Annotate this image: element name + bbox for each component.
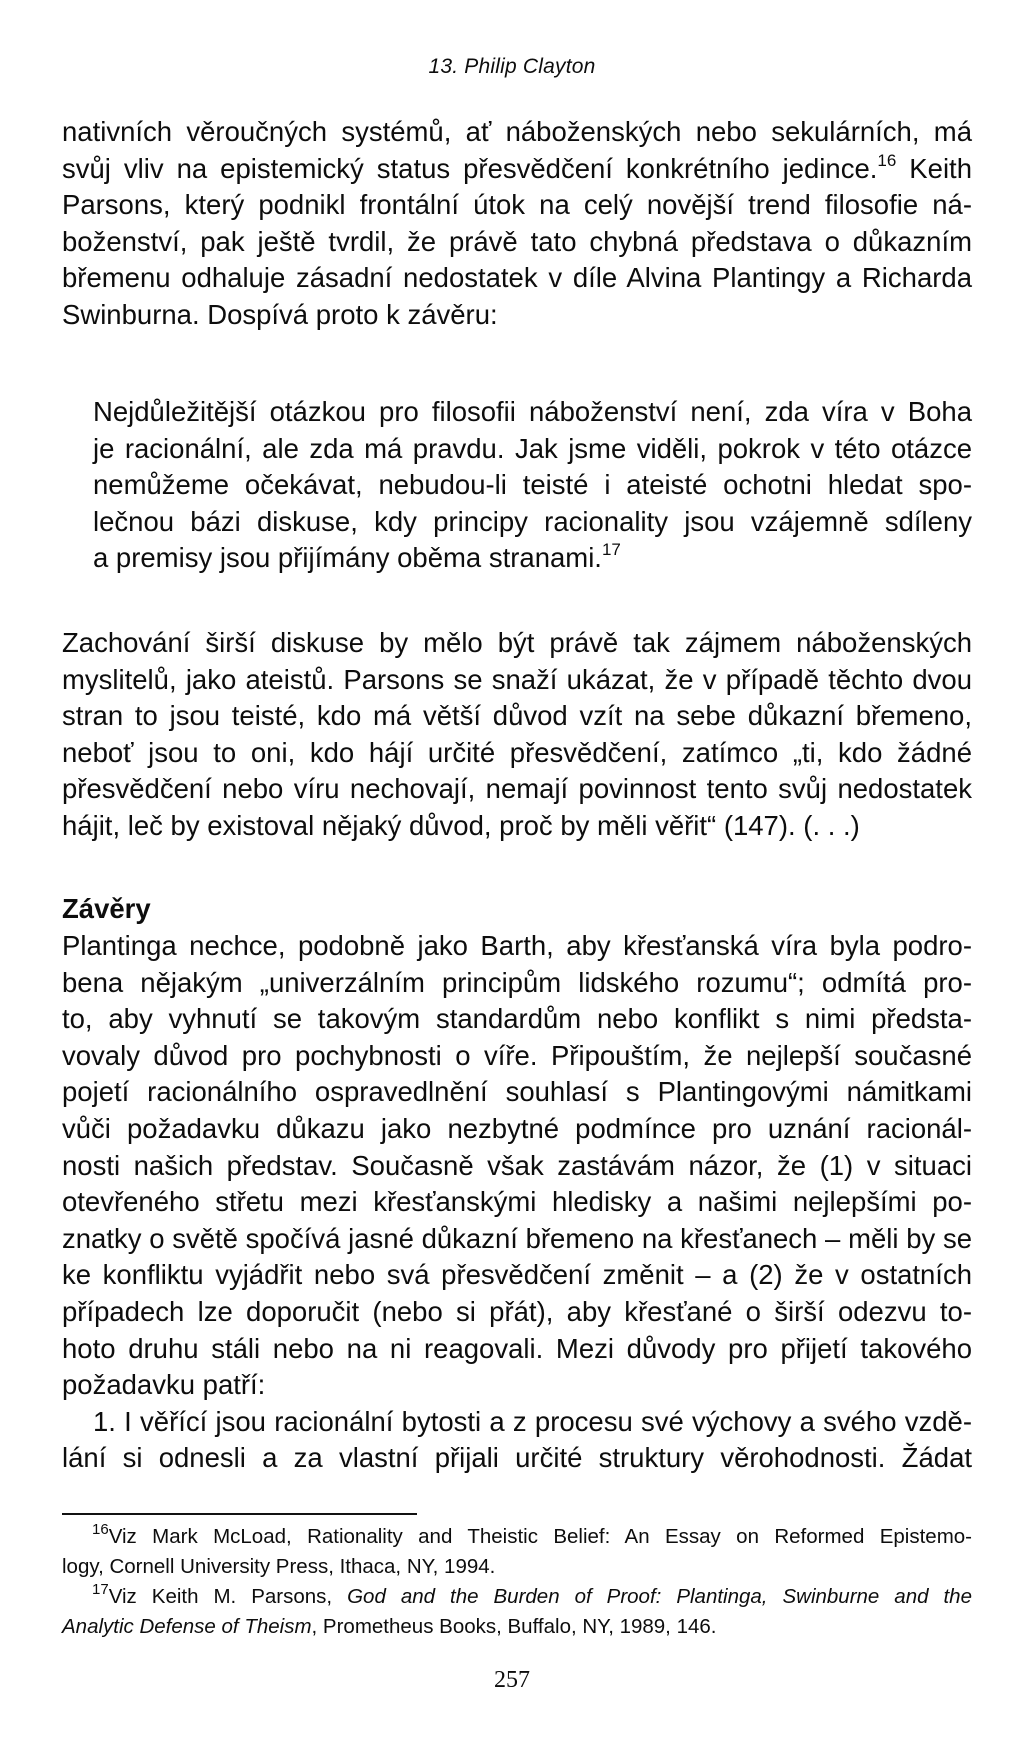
section-heading: Závěry (62, 893, 151, 924)
page-number: 257 (494, 1667, 530, 1693)
footnote-divider (62, 1513, 417, 1515)
text-line: nativních věroučných systémů, ať náboženských nebo sekulárních, má (62, 116, 972, 147)
text-line: otevřeného střetu mezi křesťanskými hledisky a našimi nejlepšími po- (62, 1186, 972, 1218)
footnote-17-line (62, 1582, 972, 1612)
text-line: vůči požadavku důkazu jako nezbytné podmínce pro uznání racionál- (62, 1112, 972, 1144)
footnote-number: 17 (92, 1581, 109, 1598)
text-line: případech lze doporučit (nebo si přát), aby křesťané o širší odezvu to- (62, 1295, 972, 1327)
paragraph-intro (62, 114, 972, 334)
text-span: a premisy jsou přijímány oběma stranami. (93, 542, 602, 574)
text-line: Plantinga nechce, podobně jako Barth, aby křesťanská víra byla podro- (62, 930, 972, 961)
text-line: vovaly důvod pro pochybnosti o víře. Připouštím, že nejlepší současné (62, 1039, 972, 1071)
text-line: Zachování širší diskuse by mělo být právě tak zájmem náboženských (62, 627, 972, 658)
footnotes (62, 1522, 972, 1642)
text-span: , Prometheus Books, Buffalo, NY, 1989, 146. (311, 1615, 717, 1638)
block-quote (93, 394, 972, 577)
text-span: Viz Mark McLoad, Rationality and Theistic Belief: An Essay on Reformed Epistemo- (108, 1525, 972, 1548)
list-item-line: lání si odnesli a za vlastní přijali určité struktury věrohodnosti. Žádat (62, 1442, 972, 1474)
text-line: břemenu odhaluje zásadní nedostatek v díle Alvina Plantingy a Richarda (62, 262, 972, 294)
quote-line: je racionální, ale zda má pravdu. Jak jsme viděli, pokrok v této otázce (93, 432, 972, 464)
text-line (62, 151, 972, 188)
footnote-ref: 16 (877, 150, 897, 170)
paragraph-conclusions (62, 928, 972, 1477)
quote-line (93, 540, 972, 577)
paragraph-parsons (62, 625, 972, 845)
text-span: Keith (896, 152, 972, 184)
footnote-17-line (62, 1612, 972, 1642)
list-item-line: 1. I věřící jsou racionální bytosti a z procesu své výchovy a svého vzdě- (93, 1405, 972, 1437)
footnote-ref: 17 (601, 540, 621, 560)
text-line: boženství, pak ještě tvrdil, že právě tato chybná představa o důkazním (62, 225, 972, 257)
quote-line: lečnou bázi diskuse, kdy principy racionality jsou vzájemně sdíleny (93, 505, 972, 537)
text-line: ke konfliktu vyjádřit nebo svá přesvědčení změnit – a (2) že v ostatních (62, 1259, 972, 1291)
text-line: Swinburna. Dospívá proto k závěru: (62, 298, 498, 330)
text-line: myslitelů, jako ateistů. Parsons se snaží ukázat, že v případě těchto dvou (62, 663, 972, 695)
quote-line: nemůžeme očekávat, nebudou-li teisté i ateisté ochotni hledat spo- (93, 469, 972, 501)
text-line: hoto druhu stáli nebo na ni reagovali. Mezi důvody pro přijetí takového (62, 1332, 972, 1364)
text-span: svůj vliv na epistemický status přesvědčení konkrétního jedince. (62, 152, 878, 184)
text-span: Viz Keith M. Parsons, (108, 1585, 348, 1608)
footnote-number: 16 (92, 1521, 109, 1538)
text-line: bena nějakým „univerzálním principům lidského rozumu“; odmítá pro- (62, 966, 972, 998)
quote-line: Nejdůležitější otázkou pro filosofii náboženství není, zda víra v Boha (93, 396, 972, 427)
text-line: přesvědčení nebo víru nechovají, nemají povinnost tento svůj nedostatek (62, 773, 972, 805)
text-line: Parsons, který podnikl frontální útok na celý novější trend filosofie ná- (62, 189, 972, 221)
text-line: to, aby vyhnutí se takovým standardům nebo konflikt s nimi předsta- (62, 1003, 972, 1035)
text-line: stran to jsou teisté, kdo má větší důvod vzít na sebe důkazní břemeno, (62, 700, 972, 732)
running-head: 13. Philip Clayton (428, 55, 596, 78)
text-line: hájit, leč by existoval nějaký důvod, proč by měli věřit“ (147). (. . .) (62, 809, 860, 841)
text-line: nosti našich představ. Současně však zastávám názor, že (1) v situaci (62, 1149, 972, 1181)
text-line: požadavku patří: (62, 1369, 266, 1401)
text-line: znatky o světě spočívá jasné důkazní břemeno na křesťanech – měli by se (62, 1222, 972, 1254)
footnote-16-line (62, 1522, 972, 1552)
text-line: neboť jsou to oni, kdo hájí určité přesvědčení, zatímco „ti, kdo žádné (62, 736, 972, 768)
text-line: pojetí racionálního ospravedlnění souhlasí s Plantingovými námitkami (62, 1076, 972, 1108)
footnote-16-line: logy, Cornell University Press, Ithaca, NY, 1994. (62, 1555, 496, 1578)
book-title: Analytic Defense of Theism (62, 1615, 312, 1638)
book-title: God and the Burden of Proof: Plantinga, Swinburne and the (347, 1585, 972, 1608)
